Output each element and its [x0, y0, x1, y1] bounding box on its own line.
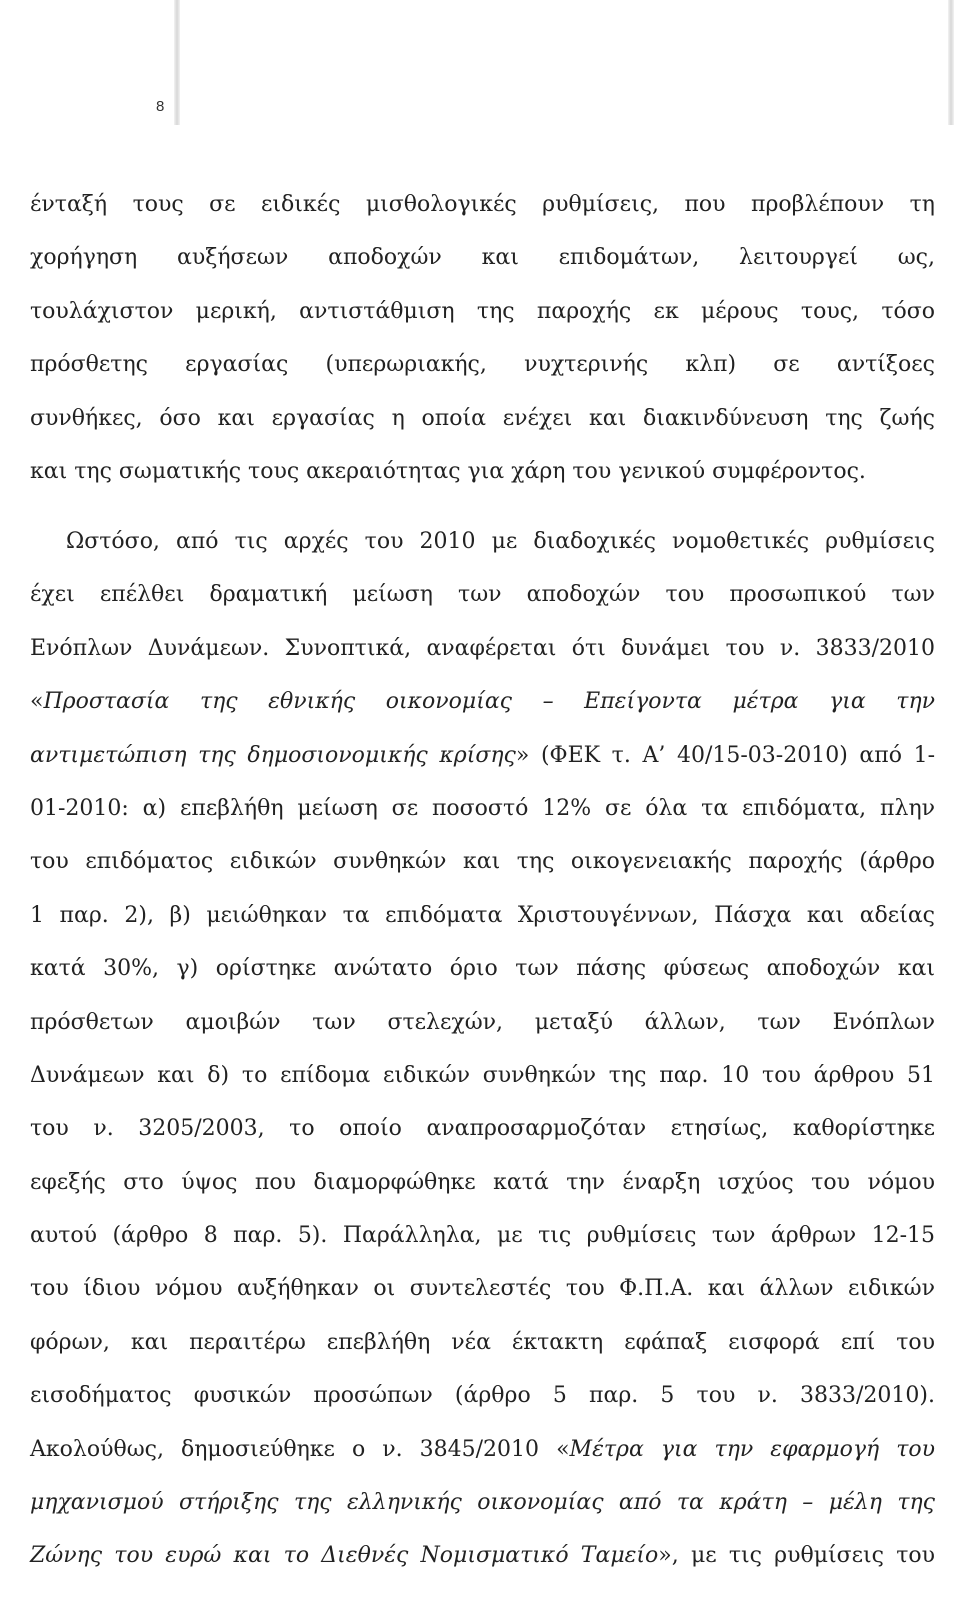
text-line: 01-2010: α) επεβλήθη μείωση σε ποσοστό 12% σε όλα τα επιδόματα, πλην: [30, 795, 935, 821]
text-line: και της σωματικής τους ακεραιότητας για χάρη του γενικού συμφέροντος.: [30, 458, 866, 484]
quote-open: «: [30, 689, 44, 715]
text-line: ένταξή τους σε ειδικές μισθολογικές ρυθμίσεις, που προβλέπουν τη: [30, 192, 935, 217]
text-line: του ίδιου νόμου αυξήθηκαν οι συντελεστές του Φ.Π.Α. και άλλων ειδικών: [30, 1276, 935, 1302]
law-title-italic: Προστασία της εθνικής οικονομίας – Επείγοντα μέτρα για την: [43, 689, 935, 715]
right-margin-rule: [948, 0, 954, 125]
text-line: συνθήκες, όσο και εργασίας η οποία ενέχει και διακινδύνευση της ζωής: [30, 405, 935, 431]
text-line: [30, 675, 935, 728]
law-title-italic: Ζώνης του ευρώ και το Διεθνές Νομισματικό Ταμείο: [30, 1543, 659, 1569]
text-line: εφεξής στο ύψος που διαμορφώθηκε κατά την έναρξη ισχύος του νόμου: [30, 1169, 935, 1195]
text-line: [30, 1476, 935, 1529]
paragraph-2: [30, 515, 935, 1583]
law-title-italic: μηχανισμού στήριξης της ελληνικής οικονομίας από τα κράτη – μέλη της: [30, 1490, 935, 1516]
text-line: πρόσθετης εργασίας (υπερωριακής, νυχτερινής κλπ) σε αντίξοες: [30, 352, 935, 378]
text-line: [30, 729, 935, 782]
left-margin-rule: [174, 0, 180, 125]
text-line: του επιδόματος ειδικών συνθηκών και της οικογενειακής παροχής (άρθρο: [30, 849, 935, 875]
law-title-italic: αντιμετώπιση της δημοσιονομικής κρίσης: [30, 742, 516, 768]
law-title-italic: Μέτρα για την εφαρμογή του: [569, 1436, 935, 1462]
text-segment: Ακολούθως, δημοσιεύθηκε ο ν. 3845/2010 «: [30, 1436, 570, 1462]
text-line: κατά 30%, γ) ορίστηκε ανώτατο όριο των πάσης φύσεως αποδοχών και: [30, 956, 935, 982]
text-line: Ωστόσο, από τις αρχές του 2010 με διαδοχικές νομοθετικές ρυθμίσεις: [66, 529, 935, 554]
text-line: έχει επέλθει δραματική μείωση των αποδοχών του προσωπικού των: [30, 582, 935, 608]
page-number: 8: [156, 98, 165, 115]
text-line: 1 παρ. 2), β) μειώθηκαν τα επιδόματα Χριστουγέννων, Πάσχα και αδείας: [30, 902, 935, 928]
text-line: Ενόπλων Δυνάμεων. Συνοπτικά, αναφέρεται ότι δυνάμει του ν. 3833/2010: [30, 635, 935, 661]
text-line: Δυνάμεων και δ) το επίδομα ειδικών συνθηκών της παρ. 10 του άρθρου 51: [30, 1062, 935, 1088]
text-segment: », με τις ρυθμίσεις του: [658, 1543, 935, 1569]
text-line: πρόσθετων αμοιβών των στελεχών, μεταξύ άλλων, των Ενόπλων: [30, 1009, 935, 1035]
paragraph-1: [30, 178, 935, 498]
text-line: χορήγηση αυξήσεων αποδοχών και επιδομάτων, λειτουργεί ως,: [30, 245, 935, 271]
text-line: τουλάχιστον μερική, αντιστάθμιση της παροχής εκ μέρους τους, τόσο: [30, 298, 935, 324]
text-line: [30, 1423, 935, 1476]
text-line: [30, 1529, 935, 1582]
text-line: του ν. 3205/2003, το οποίο αναπροσαρμοζόταν ετησίως, καθορίστηκε: [30, 1116, 935, 1142]
text-segment: » (ΦΕΚ τ. Α’ 40/15-03-2010) από 1-: [515, 742, 935, 768]
text-line: εισοδήματος φυσικών προσώπων (άρθρο 5 παρ. 5 του ν. 3833/2010).: [30, 1383, 935, 1409]
text-line: αυτού (άρθρο 8 παρ. 5). Παράλληλα, με τις ρυθμίσεις των άρθρων 12-15: [30, 1223, 935, 1249]
text-line: φόρων, και περαιτέρω επεβλήθη νέα έκτακτη εφάπαξ εισφορά επί του: [30, 1329, 935, 1355]
